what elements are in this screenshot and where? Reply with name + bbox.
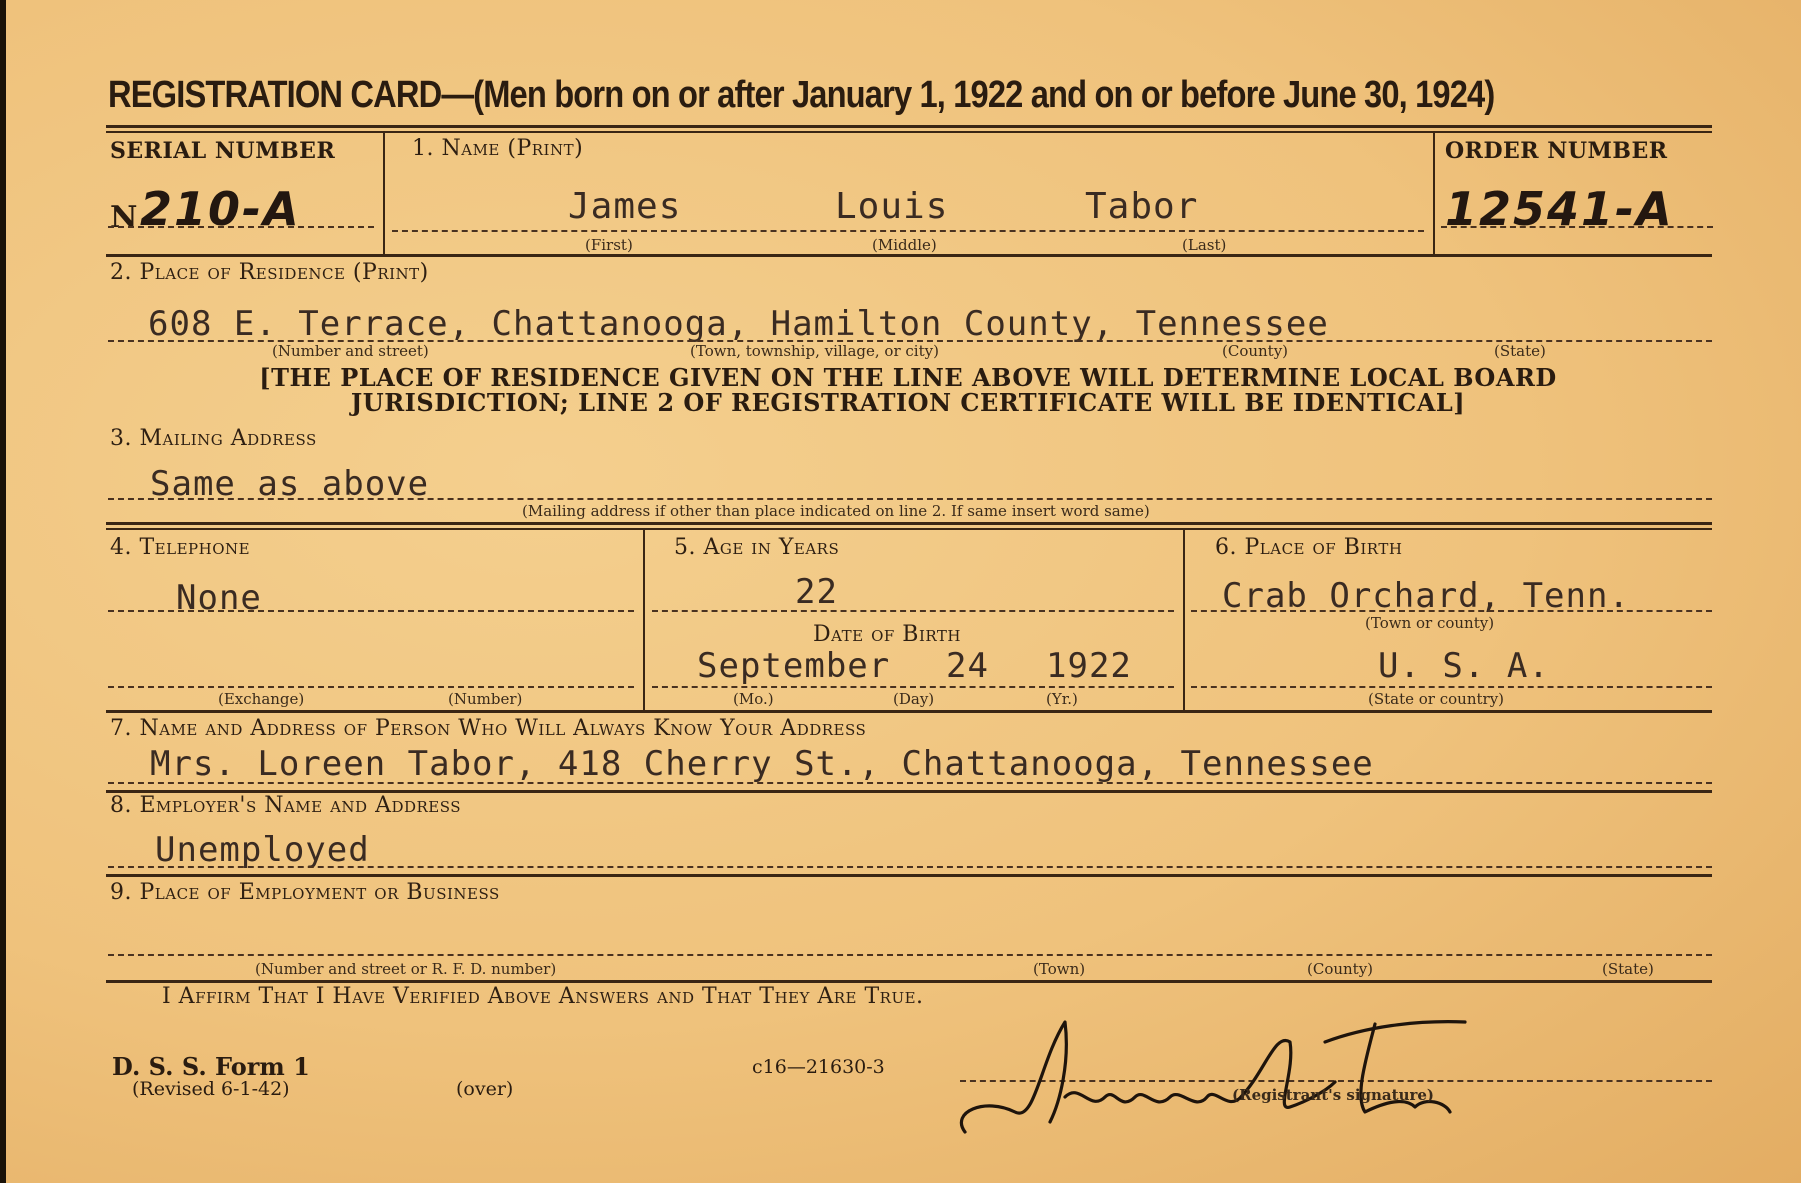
telephone-line [108, 610, 634, 612]
residence-state-caption: (State) [1494, 342, 1546, 360]
row-rule [106, 522, 1712, 525]
birthplace-label: 6. Place of Birth [1215, 535, 1403, 560]
card-edge [0, 0, 6, 1183]
dob-day: 24 [946, 646, 989, 686]
divider [643, 528, 645, 710]
age-line [652, 610, 1174, 612]
serial-number-label: SERIAL NUMBER [110, 138, 336, 164]
row-rule [106, 254, 1712, 257]
first-caption: (First) [585, 236, 633, 254]
residence-street-caption: (Number and street) [272, 342, 429, 360]
card-title: REGISTRATION CARD—(Men born on or after January 1, 1922 and on or before June 30, 1924) [108, 74, 1495, 116]
dob-year: 1922 [1046, 646, 1132, 686]
birthplace-country-line [1191, 686, 1712, 688]
serial-number-value: 210-A [140, 182, 301, 236]
residence-county-caption: (County) [1222, 342, 1289, 360]
serial-line [108, 226, 374, 228]
last-name: Tabor [1085, 186, 1199, 227]
employer-line [108, 866, 1712, 868]
signature-caption: (Registrant's signature) [1232, 1086, 1435, 1104]
divider [383, 131, 385, 255]
middle-caption: (Middle) [872, 236, 937, 254]
mailing-address-value: Same as above [150, 464, 430, 504]
row-rule [106, 980, 1712, 983]
row-rule-2 [106, 528, 1712, 530]
registrant-signature [945, 1002, 1485, 1152]
form-id: D. S. S. Form 1 [112, 1052, 310, 1081]
order-number-label: ORDER NUMBER [1445, 138, 1668, 164]
birthplace-town-caption: (Town or county) [1365, 614, 1495, 632]
middle-name: Louis [835, 186, 949, 227]
notice-line-2: JURISDICTION; LINE 2 OF REGISTRATION CERTIFICATE WILL BE IDENTICAL] [350, 388, 1466, 417]
dob-day-caption: (Day) [893, 690, 935, 708]
contact-label: 7. Name and Address of Person Who Will Always Know Your Address [110, 716, 867, 741]
birthplace-country: U. S. A. [1378, 646, 1550, 686]
dob-year-caption: (Yr.) [1046, 690, 1078, 708]
order-number-value: 12541-A [1445, 182, 1674, 236]
contact-line [108, 782, 1712, 784]
date-of-birth-label: Date of Birth [813, 622, 962, 647]
residence-value: 608 E. Terrace, Chattanooga, Hamilton County, Tennessee [148, 304, 1329, 344]
employment-label: 9. Place of Employment or Business [110, 880, 500, 905]
mailing-line [108, 498, 1712, 500]
row-rule [106, 874, 1712, 877]
dob-month-caption: (Mo.) [733, 690, 774, 708]
first-name: James [568, 186, 682, 227]
divider [1183, 528, 1185, 710]
employment-town-caption: (Town) [1033, 960, 1086, 978]
notice-line-1: [THE PLACE OF RESIDENCE GIVEN ON THE LINE ABOVE WILL DETERMINE LOCAL BOARD [259, 363, 1557, 392]
mailing-caption: (Mailing address if other than place indicated on line 2. If same insert word same) [522, 502, 1150, 520]
jurisdiction-notice [106, 365, 1710, 415]
telephone-number-caption: (Number) [448, 690, 523, 708]
employment-state-caption: (State) [1602, 960, 1654, 978]
print-code: c16—21630-3 [752, 1056, 885, 1078]
title-rule-2 [106, 131, 1712, 133]
employment-county-caption: (County) [1307, 960, 1374, 978]
contact-value: Mrs. Loreen Tabor, 418 Cherry St., Chattanooga, Tennessee [150, 744, 1374, 784]
row-rule [106, 710, 1712, 713]
dob-line [652, 686, 1174, 688]
title-rule [106, 125, 1712, 128]
telephone-line-2 [108, 686, 634, 688]
serial-prefix: N [110, 200, 138, 235]
telephone-exchange-caption: (Exchange) [218, 690, 305, 708]
order-line [1441, 226, 1713, 228]
age-value: 22 [795, 572, 838, 612]
dob-month: September [697, 646, 891, 686]
last-caption: (Last) [1182, 236, 1227, 254]
birthplace-line [1191, 610, 1712, 612]
affirmation-text: I Affirm That I Have Verified Above Answers and That They Are True. [162, 984, 924, 1009]
mailing-address-label: 3. Mailing Address [110, 426, 317, 451]
telephone-label: 4. Telephone [110, 535, 251, 560]
over-note: (over) [456, 1078, 514, 1100]
employment-line [108, 954, 1712, 956]
employment-street-caption: (Number and street or R. F. D. number) [255, 960, 557, 978]
birthplace-town: Crab Orchard, Tenn. [1222, 576, 1630, 616]
divider [1433, 131, 1435, 255]
residence-label: 2. Place of Residence (Print) [110, 260, 429, 285]
form-revised: (Revised 6-1-42) [132, 1078, 290, 1100]
telephone-value: None [176, 578, 262, 618]
residence-town-caption: (Town, township, village, or city) [690, 342, 939, 360]
birthplace-country-caption: (State or country) [1368, 690, 1505, 708]
employer-value: Unemployed [155, 830, 370, 870]
name-label: 1. Name (Print) [412, 136, 584, 161]
age-label: 5. Age in Years [674, 535, 840, 560]
employer-label: 8. Employer's Name and Address [110, 793, 462, 818]
name-line [392, 230, 1424, 232]
